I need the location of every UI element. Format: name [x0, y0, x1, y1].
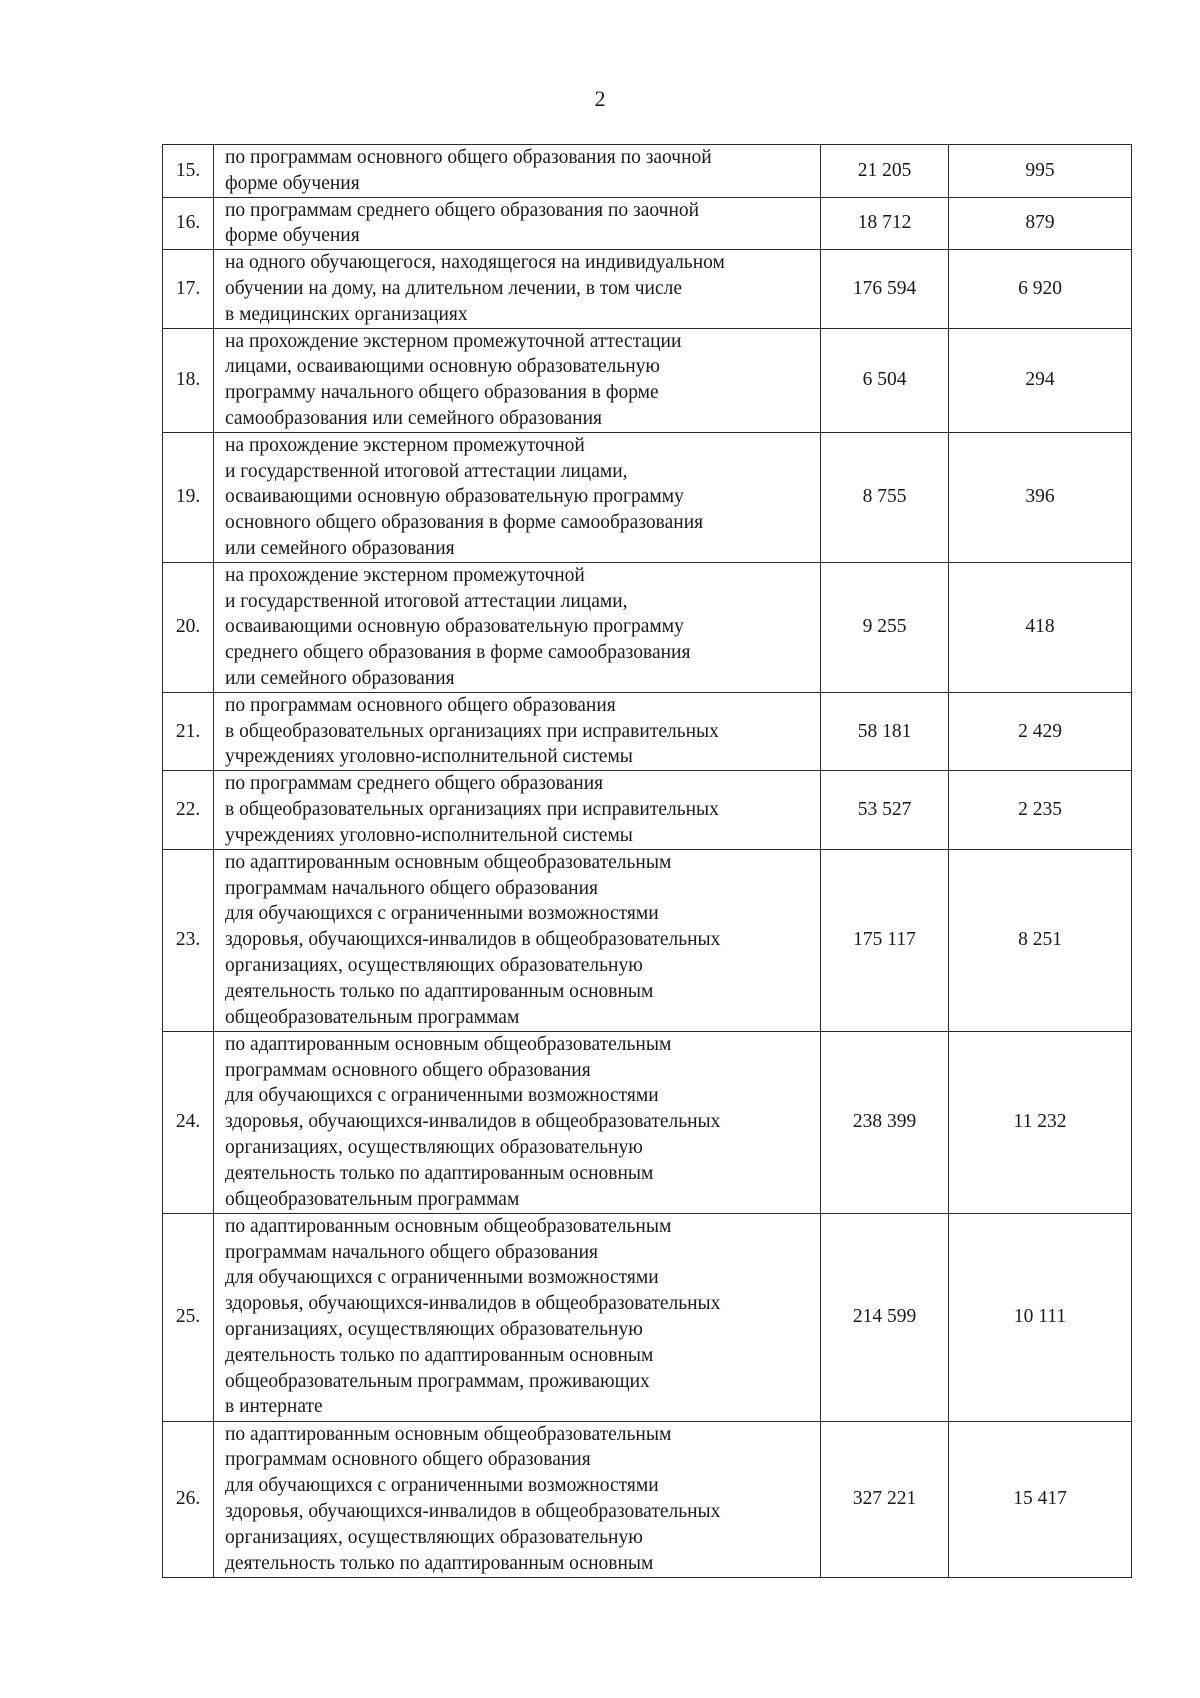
row-description: по программам среднего общего образования по заочной форме обучения	[214, 197, 821, 250]
row-value-2: 15 417	[949, 1421, 1132, 1577]
row-description: по адаптированным основным общеобразовательным программам начального общего образования для обучающихся с ограниченными возможностями здоровья, обучающихся-инвалидов в общеобразовательных организациях, осуществляющих образовательную деятельность только по адаптированным основным общеобразовательным программам	[214, 849, 821, 1031]
row-number: 15.	[163, 145, 214, 198]
row-description: на одного обучающегося, находящегося на индивидуальном обучении на дому, на длительном лечении, в том числе в медицинских организациях	[214, 250, 821, 328]
row-description: на прохождение экстерном промежуточной и государственной итоговой аттестации лицами, осваивающими основную образовательную программу среднего общего образования в форме самообразования или семейного образования	[214, 562, 821, 692]
row-description: по адаптированным основным общеобразовательным программам основного общего образования для обучающихся с ограниченными возможностями здоровья, обучающихся-инвалидов в общеобразовательных организациях, осуществляющих образовательную деятельность только по адаптированным основным	[214, 1421, 821, 1577]
row-number: 22.	[163, 771, 214, 849]
row-description: по адаптированным основным общеобразовательным программам основного общего образования для обучающихся с ограниченными возможностями здоровья, обучающихся-инвалидов в общеобразовательных организациях, осуществляющих образовательную деятельность только по адаптированным основным общеобразовательным программам	[214, 1031, 821, 1213]
row-value-1: 327 221	[821, 1421, 949, 1577]
row-value-1: 6 504	[821, 328, 949, 432]
row-value-2: 879	[949, 197, 1132, 250]
row-value-1: 18 712	[821, 197, 949, 250]
row-value-2: 10 111	[949, 1213, 1132, 1421]
table-row	[163, 771, 1132, 849]
table-row	[163, 432, 1132, 562]
row-description: по программам среднего общего образования в общеобразовательных организациях при исправительных учреждениях уголовно-исполнительной системы	[214, 771, 821, 849]
row-number: 24.	[163, 1031, 214, 1213]
row-number: 21.	[163, 692, 214, 770]
row-number: 17.	[163, 250, 214, 328]
row-value-2: 2 235	[949, 771, 1132, 849]
table-row	[163, 328, 1132, 432]
row-value-1: 214 599	[821, 1213, 949, 1421]
row-value-2: 995	[949, 145, 1132, 198]
table-row	[163, 562, 1132, 692]
row-number: 16.	[163, 197, 214, 250]
table-row	[163, 145, 1132, 198]
row-description: по адаптированным основным общеобразовательным программам начального общего образования для обучающихся с ограниченными возможностями здоровья, обучающихся-инвалидов в общеобразовательных организациях, осуществляющих образовательную деятельность только по адаптированным основным общеобразовательным программам, проживающих в интернате	[214, 1213, 821, 1421]
row-value-1: 9 255	[821, 562, 949, 692]
row-description: на прохождение экстерном промежуточной аттестации лицами, осваивающими основную образовательную программу начального общего образования в форме самообразования или семейного образования	[214, 328, 821, 432]
row-value-1: 8 755	[821, 432, 949, 562]
row-value-1: 21 205	[821, 145, 949, 198]
row-description: по программам основного общего образования в общеобразовательных организациях при исправительных учреждениях уголовно-исполнительной системы	[214, 692, 821, 770]
norms-table	[162, 144, 1132, 1578]
row-value-2: 11 232	[949, 1031, 1132, 1213]
row-value-1: 238 399	[821, 1031, 949, 1213]
row-description: по программам основного общего образования по заочной форме обучения	[214, 145, 821, 198]
norms-table-body	[163, 145, 1132, 1578]
row-value-2: 2 429	[949, 692, 1132, 770]
row-number: 25.	[163, 1213, 214, 1421]
row-number: 20.	[163, 562, 214, 692]
row-value-1: 176 594	[821, 250, 949, 328]
row-value-1: 58 181	[821, 692, 949, 770]
row-value-1: 175 117	[821, 849, 949, 1031]
row-value-2: 6 920	[949, 250, 1132, 328]
table-row	[163, 1031, 1132, 1213]
table-row	[163, 1213, 1132, 1421]
row-number: 19.	[163, 432, 214, 562]
row-value-2: 294	[949, 328, 1132, 432]
row-value-2: 8 251	[949, 849, 1132, 1031]
table-row	[163, 197, 1132, 250]
row-value-2: 396	[949, 432, 1132, 562]
table-row	[163, 250, 1132, 328]
row-description: на прохождение экстерном промежуточной и государственной итоговой аттестации лицами, осваивающими основную образовательную программу основного общего образования в форме самообразования или семейного образования	[214, 432, 821, 562]
table-row	[163, 849, 1132, 1031]
row-value-1: 53 527	[821, 771, 949, 849]
table-row	[163, 1421, 1132, 1577]
row-number: 18.	[163, 328, 214, 432]
row-value-2: 418	[949, 562, 1132, 692]
page-number: 2	[594, 86, 606, 111]
row-number: 23.	[163, 849, 214, 1031]
row-number: 26.	[163, 1421, 214, 1577]
table-row	[163, 692, 1132, 770]
